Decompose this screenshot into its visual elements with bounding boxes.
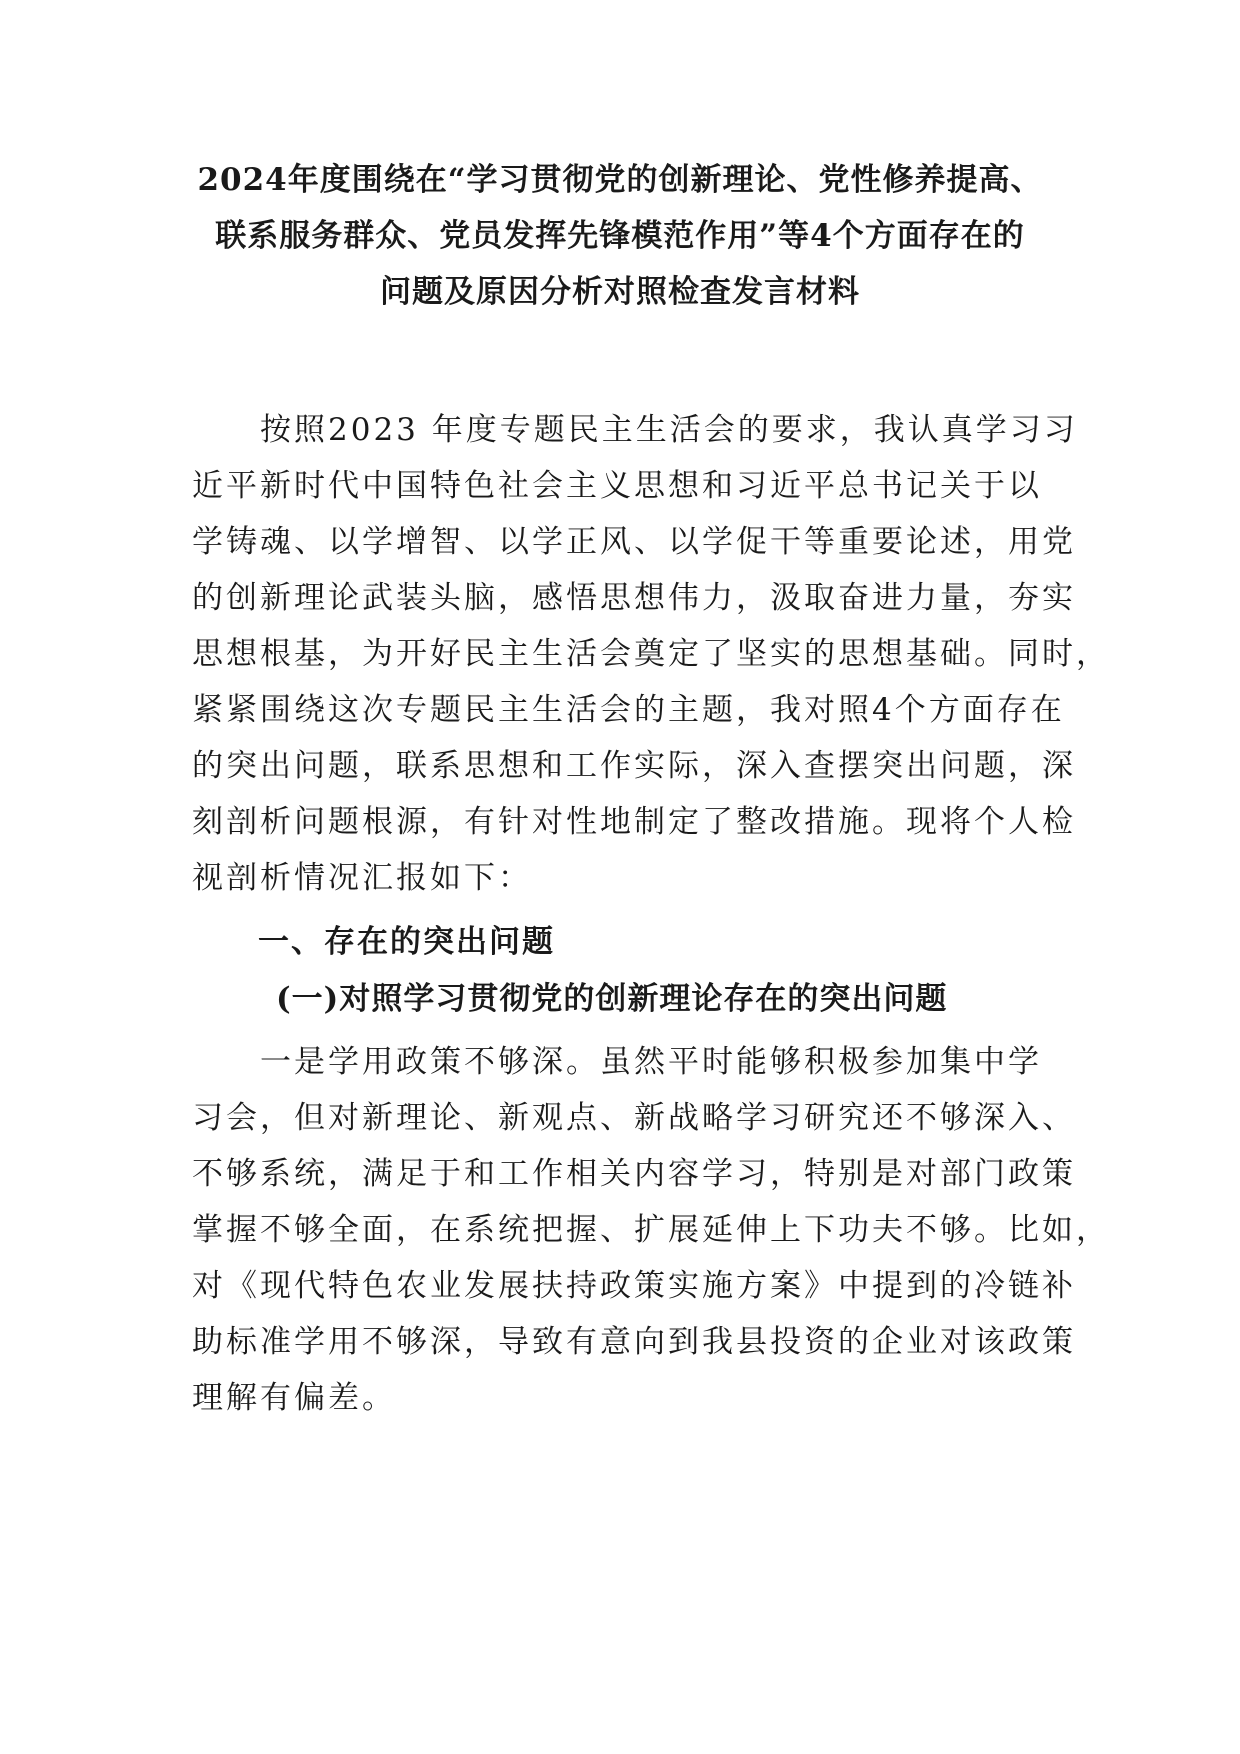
section-heading: 一、存在的突出问题 (258, 924, 555, 960)
text-line: 理解有偏差。 (192, 1380, 396, 1416)
title-line: 2024年度围绕在“学习贯彻党的创新理论、党性修养提高、 (197, 162, 1043, 198)
text-line: 掌握不够全面，在系统把握、扩展延伸上下功夫不够。比如， (192, 1212, 1110, 1248)
document-title (180, 152, 1060, 320)
text-line: 视剖析情况汇报如下： (192, 860, 532, 896)
text-line: 习会，但对新理论、新观点、新战略学习研究还不够深入、 (192, 1100, 1076, 1136)
text-line: 思想根基，为开好民主生活会奠定了坚实的思想基础。同时， (192, 636, 1110, 672)
text-line: 学铸魂、以学增智、以学正风、以学促干等重要论述，用党 (192, 524, 1076, 560)
title-line: 联系服务群众、党员发挥先锋模范作用”等4个方面存在的 (215, 218, 1025, 254)
text-line: 助标准学用不够深，导致有意向到我县投资的企业对该政策 (192, 1324, 1076, 1360)
text-line: 对《现代特色农业发展扶持政策实施方案》中提到的冷链补 (192, 1268, 1076, 1304)
intro-paragraph (192, 402, 1110, 906)
text-line: 按照2023 年度专题民主生活会的要求，我认真学习习 (192, 412, 1078, 448)
text-line: 的创新理论武装头脑，感悟思想伟力，汲取奋进力量，夯实 (192, 580, 1076, 616)
subsection-heading: (一)对照学习贯彻党的创新理论存在的突出问题 (276, 981, 948, 1017)
text-line: 刻剖析问题根源，有针对性地制定了整改措施。现将个人检 (192, 804, 1076, 840)
text-line: 的突出问题，联系思想和工作实际，深入查摆突出问题，深 (192, 748, 1076, 784)
title-line: 问题及原因分析对照检查发言材料 (380, 274, 860, 310)
text-line: 一是学用政策不够深。虽然平时能够积极参加集中学 (192, 1044, 1042, 1080)
text-line: 不够系统，满足于和工作相关内容学习，特别是对部门政策 (192, 1156, 1076, 1192)
text-line: 近平新时代中国特色社会主义思想和习近平总书记关于以 (192, 468, 1042, 504)
issue-paragraph (192, 1034, 1110, 1426)
text-line: 紧紧围绕这次专题民主生活会的主题，我对照4个方面存在 (192, 692, 1065, 728)
